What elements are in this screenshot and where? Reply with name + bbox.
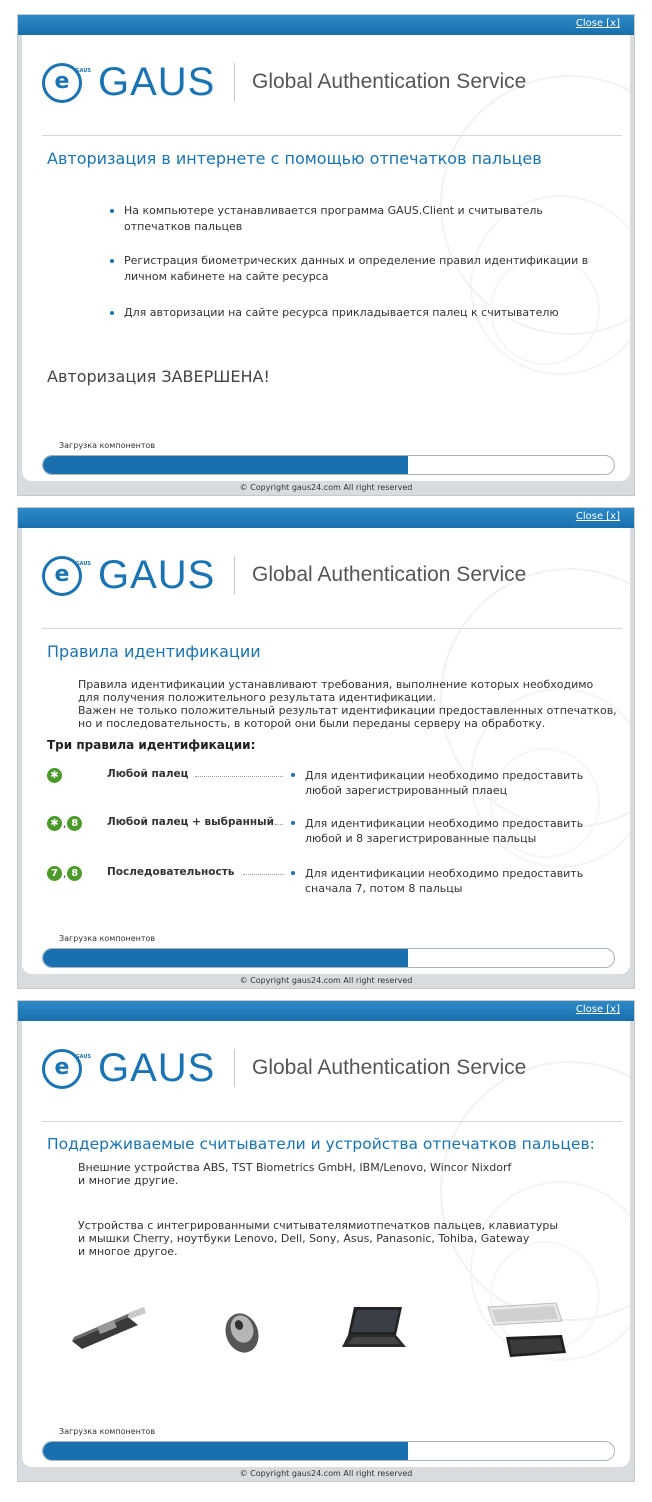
progress-label: Загрузка компонентов xyxy=(59,934,156,943)
logo xyxy=(42,1045,622,1095)
leader-dots xyxy=(195,776,283,777)
rules-title: Три правила идентификации: xyxy=(47,738,256,752)
rule-icons xyxy=(47,768,62,784)
rule-name: Последовательность xyxy=(107,866,235,878)
progress-fill xyxy=(43,949,408,967)
panel-devices xyxy=(17,1000,635,1482)
any-finger-icon: ✱ xyxy=(47,816,62,831)
paragraph-line: и многое другое. xyxy=(78,1245,178,1258)
panel-authorization xyxy=(17,14,635,496)
rule-description xyxy=(305,816,605,846)
rule-description-line: любой зарегистрированный плаец xyxy=(305,784,508,797)
rule-description-line: Для идентификации необходимо предоставить xyxy=(305,769,584,782)
paragraph-line: но и последовательность, в которой они были переданы серверу на обработку. xyxy=(78,717,546,730)
status-text: Авторизация ЗАВЕРШЕНА! xyxy=(47,367,270,386)
rule-description-line: Для идентификации необходимо предоставить xyxy=(305,867,584,880)
leader-dots xyxy=(243,874,283,875)
brand-name: GAUS xyxy=(98,553,216,597)
paragraph-line: Устройства с интегрированными считывателямиотпечатков пальцев, клавиатуры xyxy=(78,1219,559,1232)
title-bar xyxy=(18,15,634,35)
copyright: © Copyright gaus24.com All right reserved xyxy=(239,976,413,985)
paragraph-line: Внешние устройства ABS, TST Biometrics GmbH, IBM/Lenovo, Wincor Nixdorf xyxy=(78,1161,512,1174)
rule-any-plus-selected xyxy=(47,816,617,850)
progress-bar xyxy=(42,1441,615,1461)
panel-content xyxy=(22,528,630,974)
gaus-e-logo-icon xyxy=(42,556,91,596)
list-item: Для авторизации на сайте ресурса прикладывается палец к считывателю xyxy=(110,305,590,321)
copyright: © Copyright gaus24.com All right reserved xyxy=(239,1469,413,1478)
close-link[interactable]: Close [x] xyxy=(575,1004,620,1015)
list-item: Регистрация биометрических данных и определение правил идентификации в личном кабинете на сайте ресурса xyxy=(110,253,590,285)
bullet-icon xyxy=(291,773,295,777)
rule-description xyxy=(305,768,605,798)
logo-divider xyxy=(234,63,235,101)
rule-sequence xyxy=(47,866,617,900)
rule-icons xyxy=(47,866,82,882)
rule-description-line: любой и 8 зарегистрированные пальцы xyxy=(305,832,537,845)
bullet-icon xyxy=(291,871,295,875)
icon-separator: , xyxy=(63,869,67,880)
paragraph-line: Важен не только положительный результат идентификации предоставленных отпечатков, xyxy=(78,704,617,717)
brand-name: GAUS xyxy=(98,1046,216,1090)
copyright: © Copyright gaus24.com All right reserved xyxy=(239,483,413,492)
logo xyxy=(42,552,622,602)
any-finger-icon: ✱ xyxy=(47,768,62,783)
rule-description xyxy=(305,866,605,896)
brand-service: Global Authentication Service xyxy=(252,1056,527,1079)
finger-8-icon: 8 xyxy=(67,866,82,881)
brand-service: Global Authentication Service xyxy=(252,563,527,586)
brand-name: GAUS xyxy=(98,60,216,104)
rules-description xyxy=(78,678,618,730)
logo-divider xyxy=(234,556,235,594)
page-title: Поддерживаемые считыватели и устройства отпечатков пальцев: xyxy=(47,1135,595,1153)
logo-divider xyxy=(234,1049,235,1087)
icon-separator: , xyxy=(63,819,67,830)
rule-icons xyxy=(47,816,82,832)
progress-bar xyxy=(42,948,615,968)
finger-8-icon: 8 xyxy=(67,816,82,831)
progress-label: Загрузка компонентов xyxy=(59,441,156,450)
gaus-e-logo-icon xyxy=(42,1049,91,1089)
keyboards-icon xyxy=(482,1301,568,1365)
close-link[interactable]: Close [x] xyxy=(575,18,620,29)
usb-fingerprint-reader-icon xyxy=(68,1303,148,1351)
bullet-icon xyxy=(291,821,295,825)
laptop-icon xyxy=(340,1305,410,1355)
logo xyxy=(42,59,622,109)
rule-description-line: Для идентификации необходимо предоставить xyxy=(305,817,584,830)
page-title: Авторизация в интернете с помощью отпечатков пальцев xyxy=(47,149,542,168)
paragraph-line: Правила идентификации устанавливают требования, выполнение которых необходимо xyxy=(78,678,594,691)
logo-small-text: GAUS xyxy=(75,68,91,74)
paragraph-line: и мышки Cherry, ноутбуки Lenovo, Dell, Sony, Asus, Panasonic, Tohiba, Gateway xyxy=(78,1232,530,1245)
logo-small-text: GAUS xyxy=(75,561,91,567)
logo-letter: e xyxy=(54,562,70,587)
progress-label: Загрузка компонентов xyxy=(59,1427,156,1436)
header-divider xyxy=(42,135,622,136)
integrated-devices-text xyxy=(78,1219,578,1258)
leader-dots xyxy=(275,824,283,825)
logo-letter: e xyxy=(54,1055,70,1080)
panel-rules xyxy=(17,507,635,989)
finger-7-icon: 7 xyxy=(47,866,62,881)
progress-bar xyxy=(42,455,615,475)
gaus-e-logo-icon xyxy=(42,63,91,103)
paragraph-line: и многие другие. xyxy=(78,1174,179,1187)
progress-fill xyxy=(43,456,408,474)
panel-content xyxy=(22,35,630,481)
external-devices-text xyxy=(78,1161,578,1187)
feature-list xyxy=(110,203,590,321)
close-link[interactable]: Close [x] xyxy=(575,511,620,522)
fingerprint-mouse-icon xyxy=(218,1307,266,1355)
paragraph-line: для получения положительного результата идентификации. xyxy=(78,691,437,704)
panel-content xyxy=(22,1021,630,1467)
rule-description-line: сначала 7, потом 8 пальцы xyxy=(305,882,463,895)
logo-small-text: GAUS xyxy=(75,1054,91,1060)
rule-any-finger xyxy=(47,768,617,802)
brand-service: Global Authentication Service xyxy=(252,70,527,93)
title-bar xyxy=(18,508,634,528)
rule-name: Любой палец + выбранный xyxy=(107,816,274,828)
progress-fill xyxy=(43,1442,408,1460)
list-item: На компьютере устанавливается программа GAUS.Client и считыватель отпечатков пальцев xyxy=(110,203,590,235)
header-divider xyxy=(42,628,622,629)
page-title: Правила идентификации xyxy=(47,642,261,661)
rule-name: Любой палец xyxy=(107,768,189,780)
logo-letter: e xyxy=(54,69,70,94)
title-bar xyxy=(18,1001,634,1021)
header-divider xyxy=(42,1121,622,1122)
